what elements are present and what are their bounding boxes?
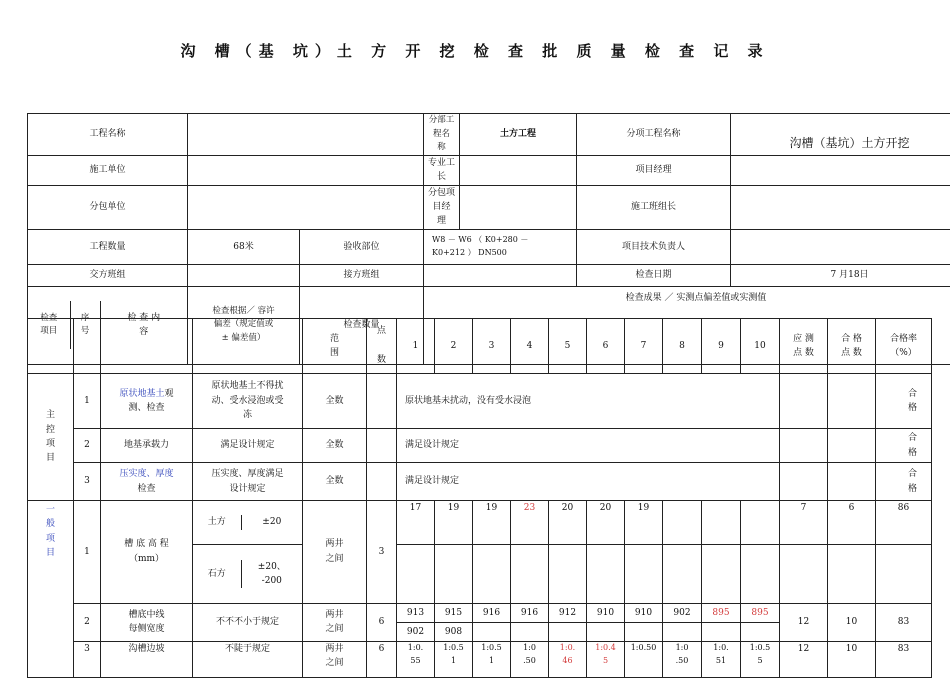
- item-project-label: 分项工程名称: [577, 114, 731, 156]
- value-cell[interactable]: 1:0. 51: [702, 641, 741, 677]
- blank-head-4: [193, 319, 303, 374]
- value-cell[interactable]: [625, 545, 663, 604]
- value-cell[interactable]: [702, 545, 741, 604]
- handover-team-value[interactable]: [188, 264, 300, 286]
- col-p3: 3: [473, 319, 511, 374]
- accept-part-value[interactable]: W8 － W6 （ K0+280 － K0+212 ） DN500: [424, 229, 577, 264]
- foreman-label: 专业工长: [424, 155, 460, 185]
- value-cell[interactable]: 1:0 .50: [511, 641, 549, 677]
- table-row-seq: 3: [74, 463, 101, 501]
- table-row-basis: 原状地基土不得扰 动、受水浸泡或受 冻: [193, 374, 303, 429]
- table-row-points: 6: [367, 641, 397, 677]
- table-row-range: 两井 之间: [303, 603, 367, 641]
- value-cell[interactable]: [702, 501, 741, 545]
- value-cell[interactable]: 915: [435, 603, 473, 622]
- rock-tolerance: ±20、 -200: [257, 561, 286, 586]
- value-cell[interactable]: [511, 545, 549, 604]
- sub-pm-value[interactable]: [460, 185, 577, 229]
- value-cell[interactable]: 1:0.5 1: [473, 641, 511, 677]
- sub-project-label: 分部工程名 称: [424, 114, 460, 156]
- table-row-content: 压实度、厚度 检查: [101, 463, 193, 501]
- col-p10: 10: [741, 319, 780, 374]
- project-name-value[interactable]: [188, 114, 424, 156]
- value-cell[interactable]: [511, 622, 549, 641]
- col-p2: 2: [435, 319, 473, 374]
- table-row-points: [367, 463, 397, 501]
- value-cell[interactable]: 1:0.50: [625, 641, 663, 677]
- col-item-type: 检查 项目: [28, 301, 70, 349]
- value-cell[interactable]: 895: [741, 603, 780, 622]
- value-cell[interactable]: 1:0.5 1: [435, 641, 473, 677]
- table-row-basis: 压实度、厚度满足 设计规定: [193, 463, 303, 501]
- value-cell[interactable]: 19: [625, 501, 663, 545]
- check-date-value[interactable]: 7 月18日: [731, 264, 950, 286]
- table-row-rate: 86: [876, 501, 932, 545]
- table-row-ok: 6: [828, 501, 876, 545]
- table-row-should: 12: [780, 641, 828, 677]
- main-group-label: 主 控 项 目: [28, 374, 74, 501]
- construction-unit-label: 施工单位: [28, 155, 188, 185]
- col-p9: 9: [702, 319, 741, 374]
- value-cell[interactable]: [587, 545, 625, 604]
- team-leader-value[interactable]: [731, 185, 950, 229]
- value-cell[interactable]: 916: [473, 603, 511, 622]
- sub-unit-value[interactable]: [188, 185, 424, 229]
- col-points: 点 数: [367, 319, 397, 374]
- table-row-rate: 合 格: [876, 429, 932, 463]
- table-row-basis: 不陡于规定: [193, 641, 303, 677]
- table-row-seq: 2: [74, 429, 101, 463]
- sub-project-value[interactable]: 土方工程: [460, 114, 577, 156]
- table-row-points: [367, 429, 397, 463]
- value-cell[interactable]: [473, 545, 511, 604]
- value-cell[interactable]: 1:0.4 5: [587, 641, 625, 677]
- value-cell[interactable]: 19: [435, 501, 473, 545]
- value-cell[interactable]: 916: [511, 603, 549, 622]
- col-p4: 4: [511, 319, 549, 374]
- table-row-seq: 1: [74, 501, 101, 604]
- value-cell[interactable]: [663, 622, 702, 641]
- table-row-result[interactable]: 满足设计规定: [397, 429, 780, 463]
- value-cell[interactable]: [702, 622, 741, 641]
- value-cell[interactable]: 908: [435, 622, 473, 641]
- earth-tolerance: ±20: [262, 517, 282, 528]
- table-row-ok: 10: [828, 603, 876, 641]
- col-ok-points: 合 格 点 数: [828, 319, 876, 374]
- table-row-points: 3: [367, 501, 397, 604]
- col-p8: 8: [663, 319, 702, 374]
- value-cell[interactable]: 902: [397, 622, 435, 641]
- value-cell[interactable]: [397, 545, 435, 604]
- col-should-points: 应 测 点 数: [780, 319, 828, 374]
- quantity-value[interactable]: 68米: [188, 229, 300, 264]
- general-group-label: 一 般 项 目: [28, 501, 74, 678]
- table-row-result[interactable]: 原状地基未扰动，没有受水浸泡: [397, 374, 780, 429]
- table-row-rate: 合 格: [876, 463, 932, 501]
- table-row-range: 全数: [303, 463, 367, 501]
- table-row-seq: 3: [74, 641, 101, 677]
- value-cell[interactable]: 895: [702, 603, 741, 622]
- value-cell[interactable]: [435, 545, 473, 604]
- item-project-value[interactable]: 沟槽（基坑）土方开挖: [731, 114, 950, 156]
- earth-label: 土方: [193, 515, 241, 529]
- table-row-should: 12: [780, 603, 828, 641]
- table-row-ok: [828, 429, 876, 463]
- value-cell[interactable]: [549, 622, 587, 641]
- table-row-rate: 合 格: [876, 374, 932, 429]
- table-row-basis: 不不不小于规定: [193, 603, 303, 641]
- table-row-content: 地基承载力: [101, 429, 193, 463]
- value-cell[interactable]: 20: [587, 501, 625, 545]
- table-row-seq: 1: [74, 374, 101, 429]
- col-seq: 序 号: [70, 301, 100, 349]
- col-content: 检 查 内 容: [127, 312, 161, 338]
- table-row-should: [780, 545, 828, 604]
- quantity-label: 工程数量: [28, 229, 188, 264]
- table-row-ok: 10: [828, 641, 876, 677]
- col-result: 检查成果 ／ 实测点偏差值或实测值: [424, 286, 950, 364]
- blank-head-3: [101, 319, 193, 374]
- handover-team-label: 交方班组: [28, 264, 188, 286]
- tech-lead-label: 项目技术负责人: [577, 229, 731, 264]
- table-row-points: 6: [367, 603, 397, 641]
- receive-team-value[interactable]: [424, 264, 577, 286]
- accept-part-label: 验收部位: [300, 229, 424, 264]
- value-cell[interactable]: 1:0 .50: [663, 641, 702, 677]
- tech-lead-value[interactable]: [731, 229, 950, 264]
- col-rate: 合格率 （%）: [876, 319, 932, 374]
- value-cell[interactable]: [741, 545, 780, 604]
- table-row-content: 沟槽边坡: [101, 641, 193, 677]
- table-row-content: 槽 底 高 程 （mm）: [101, 501, 193, 604]
- blank-head-1: [28, 319, 74, 374]
- check-date-label: 检查日期: [577, 264, 731, 286]
- blank-head-2: [74, 319, 101, 374]
- pm-value[interactable]: [731, 155, 950, 185]
- earth-tolerance-cell: [193, 501, 303, 545]
- table-row-rate: [876, 545, 932, 604]
- receive-team-label: 接方班组: [300, 264, 424, 286]
- value-cell[interactable]: [549, 545, 587, 604]
- table-row-range: 全数: [303, 429, 367, 463]
- table-row-range: 两井 之间: [303, 641, 367, 677]
- table-row-range: 全数: [303, 374, 367, 429]
- table-row-range: 两井 之间: [303, 501, 367, 604]
- table-row-content: 原状地基土观 测、检查: [101, 374, 193, 429]
- col-range: 范 围: [303, 319, 367, 374]
- col-p5: 5: [549, 319, 587, 374]
- value-cell[interactable]: [741, 622, 780, 641]
- table-row-result[interactable]: 满足设计规定: [397, 463, 780, 501]
- value-cell[interactable]: [473, 622, 511, 641]
- table-row-ok: [828, 545, 876, 604]
- table-row-ok: [828, 374, 876, 429]
- team-leader-label: 施工班组长: [577, 185, 731, 229]
- table-row-content: 槽底中线 每侧宽度: [101, 603, 193, 641]
- sub-pm-label: 分包项目经 理: [424, 185, 460, 229]
- value-cell[interactable]: 902: [663, 603, 702, 622]
- value-cell[interactable]: 20: [549, 501, 587, 545]
- table-row-rate: 83: [876, 641, 932, 677]
- highlight-text: 原状地基土: [119, 388, 165, 399]
- value-cell[interactable]: 1:0. 46: [549, 641, 587, 677]
- value-cell[interactable]: [663, 501, 702, 545]
- col-p6: 6: [587, 319, 625, 374]
- value-cell[interactable]: 912: [549, 603, 587, 622]
- value-cell[interactable]: [741, 501, 780, 545]
- value-cell[interactable]: 910: [587, 603, 625, 622]
- value-cell[interactable]: 910: [625, 603, 663, 622]
- col-basis: 检查根据／ 容许 偏差（规定值或 ± 偏差值）: [188, 286, 300, 364]
- value-cell[interactable]: [587, 622, 625, 641]
- value-cell[interactable]: 17: [397, 501, 435, 545]
- table-row-should: 7: [780, 501, 828, 545]
- pm-label: 项目经理: [577, 155, 731, 185]
- value-cell[interactable]: 23: [511, 501, 549, 545]
- page-title: 沟 槽（基 坑）土 方 开 挖 检 查 批 质 量 检 查 记 录: [180, 42, 770, 60]
- col-qty: 检查数量: [300, 286, 424, 364]
- construction-unit-value[interactable]: [188, 155, 424, 185]
- table-row-points: [367, 374, 397, 429]
- highlight-text: 压实度、厚度: [119, 469, 174, 480]
- table-row-ok: [828, 463, 876, 501]
- col-p7: 7: [625, 319, 663, 374]
- table-row-rate: 83: [876, 603, 932, 641]
- value-cell[interactable]: 913: [397, 603, 435, 622]
- table-row-basis: 满足设计规定: [193, 429, 303, 463]
- table-row-should: [780, 374, 828, 429]
- sub-unit-label: 分包单位: [28, 185, 188, 229]
- rock-tolerance-cell: [193, 545, 303, 604]
- foreman-value[interactable]: [460, 155, 577, 185]
- project-name-label: 工程名称: [28, 114, 188, 156]
- value-cell[interactable]: 1:0.5 5: [741, 641, 780, 677]
- value-cell[interactable]: 19: [473, 501, 511, 545]
- rock-label: 石方: [193, 560, 241, 589]
- table-row-seq: 2: [74, 603, 101, 641]
- value-cell[interactable]: [663, 545, 702, 604]
- value-cell[interactable]: [625, 622, 663, 641]
- value-cell[interactable]: 1:0. 55: [397, 641, 435, 677]
- table-row-should: [780, 429, 828, 463]
- col-p1: 1: [397, 319, 435, 374]
- table-row-should: [780, 463, 828, 501]
- detail-table: [27, 318, 932, 678]
